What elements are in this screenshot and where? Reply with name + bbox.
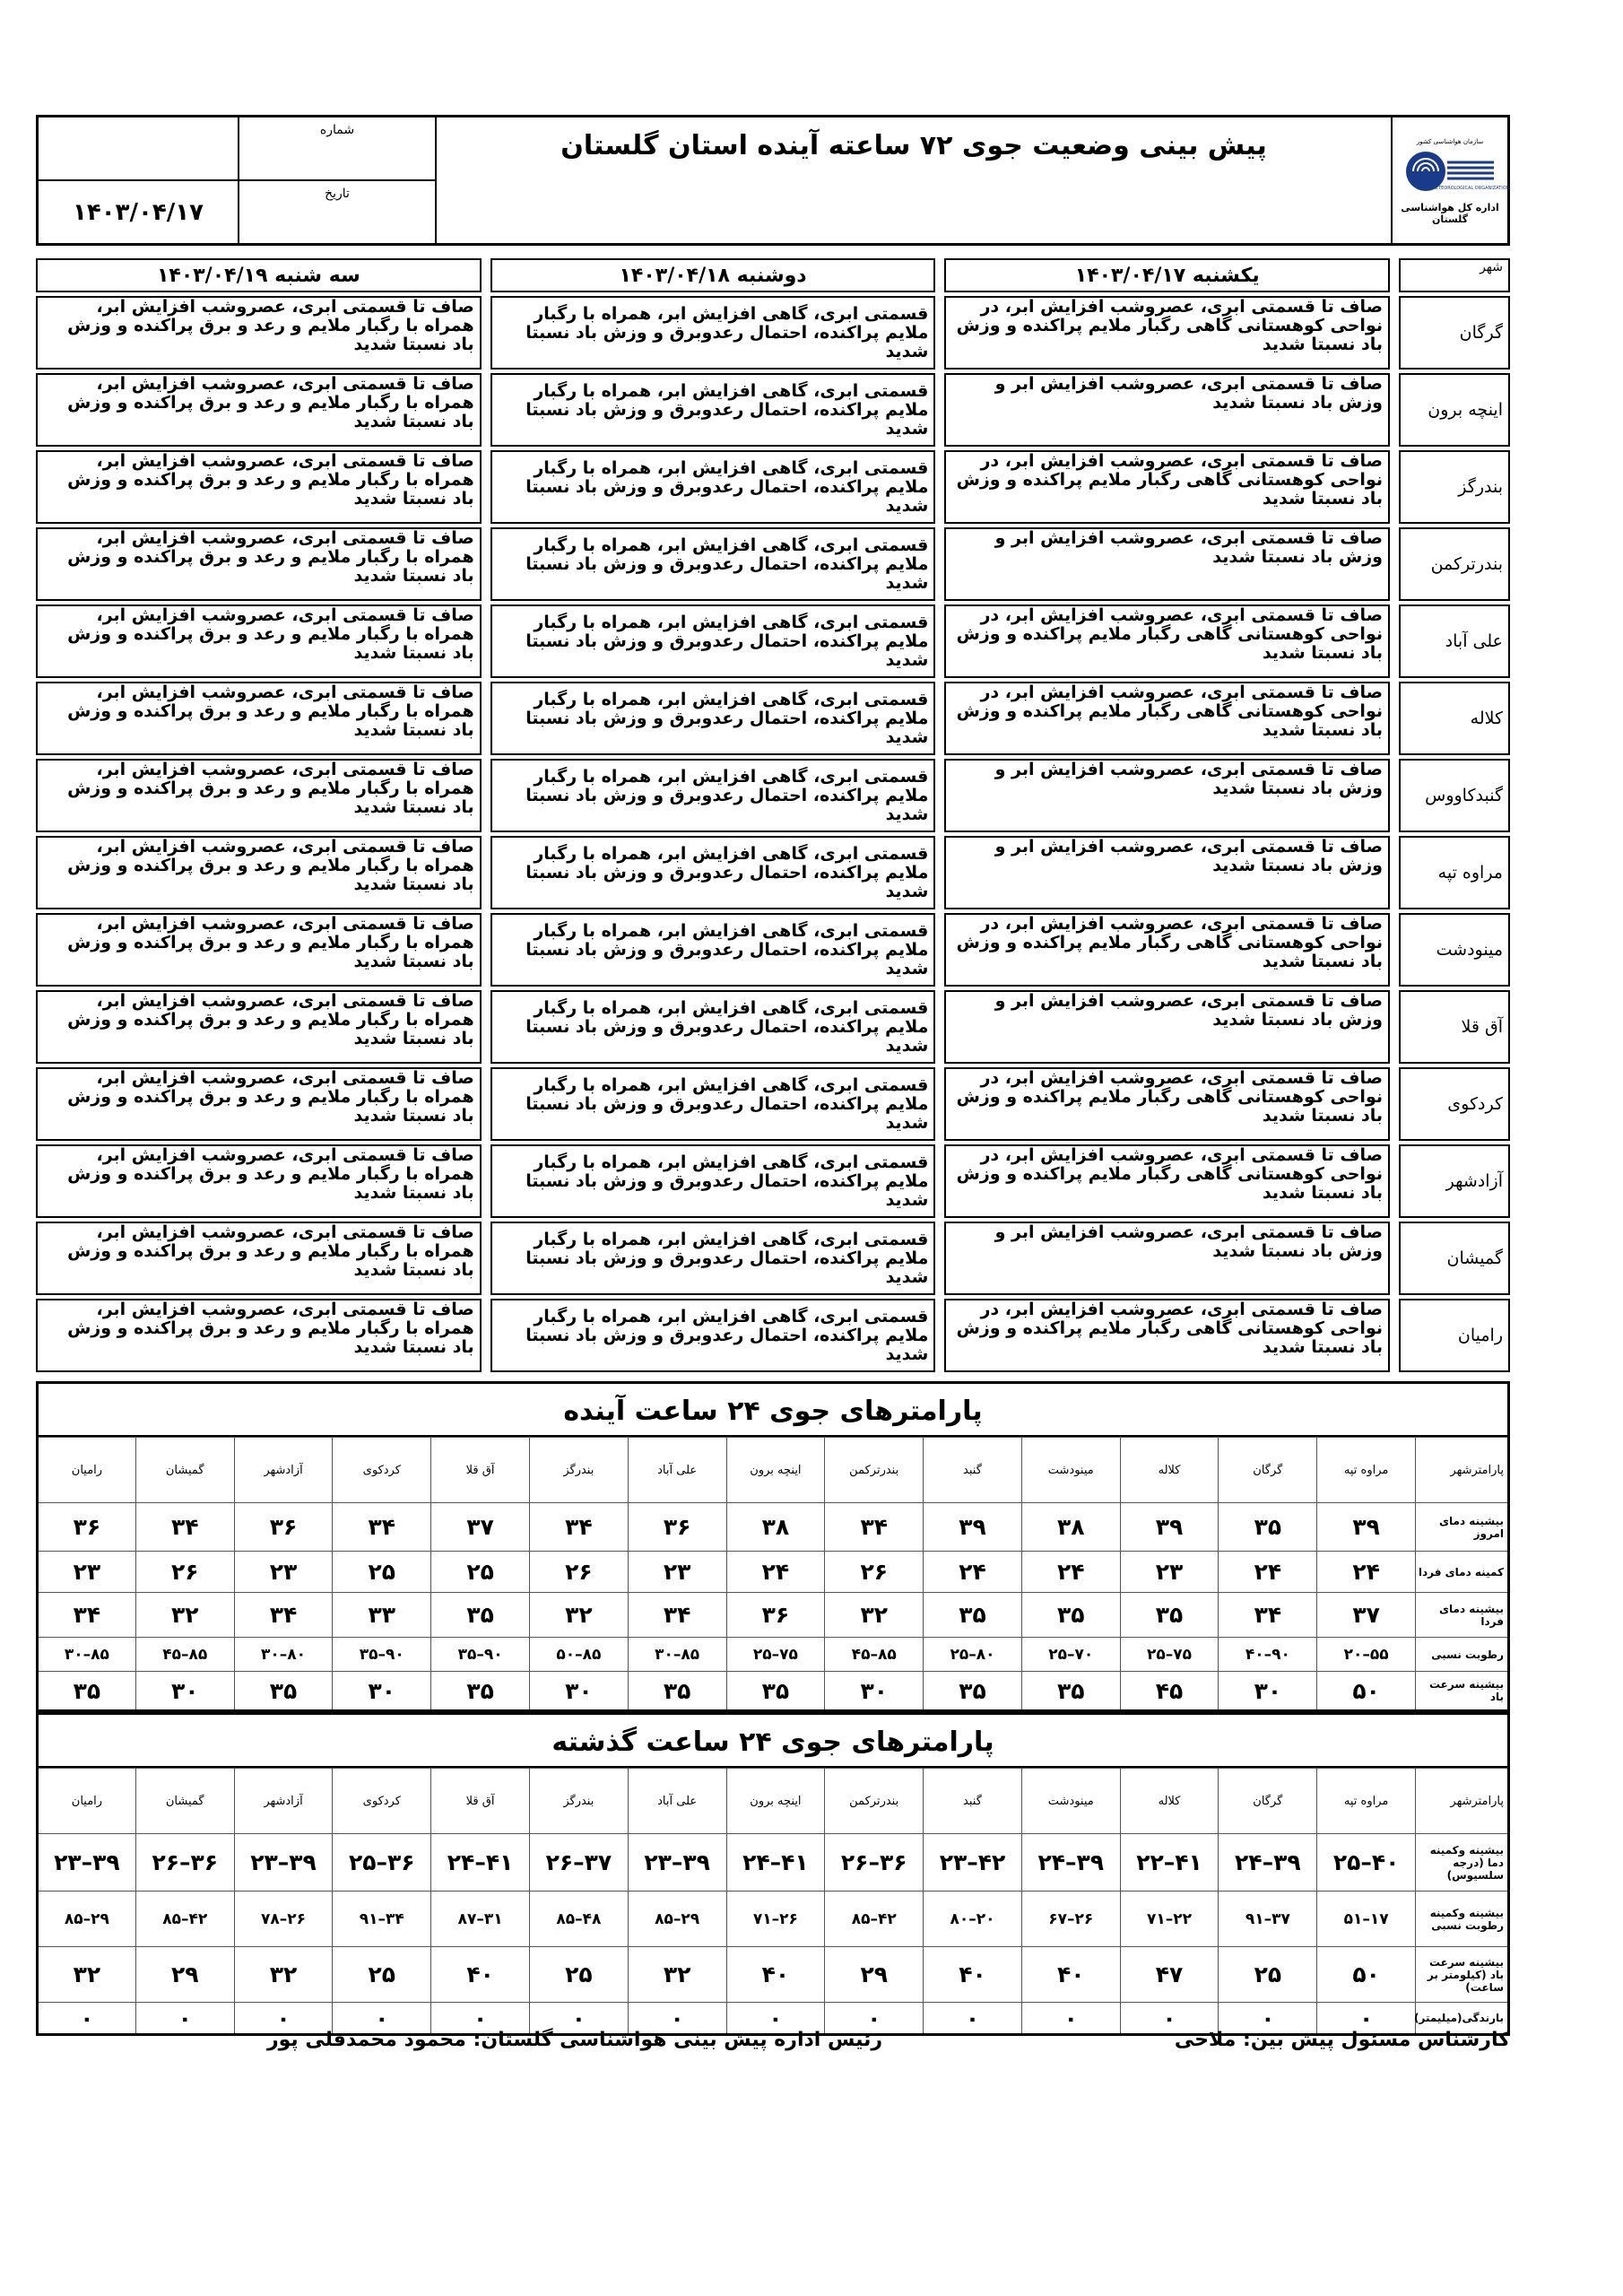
param-header-row (38, 1438, 1509, 1503)
logo-caption: اداره کل هواشناسی گلستان (1401, 202, 1499, 225)
param-city-header: بندرترکمن (825, 1438, 924, 1503)
param-value: ۳۵ (924, 1593, 1022, 1638)
param-value: ۴۱–۲۴ (431, 1834, 530, 1892)
param-city-header: کردکوی (333, 1438, 431, 1503)
param-value: ۲۹–۸۵ (38, 1892, 136, 1947)
param-value: ۲۶ (825, 1552, 924, 1593)
param-value: ۲۹ (825, 1947, 924, 2003)
param-row (38, 1593, 1509, 1638)
forecast-cell-d1: صاف تا قسمتی ابری، عصروشب افزایش ابر و وزش باد نسبتا شدید (944, 527, 1390, 601)
param-value: ۳۲ (234, 1947, 333, 2003)
param-value: ۴۰–۲۵ (1317, 1834, 1416, 1892)
param-value: ۳۶–۲۵ (333, 1834, 431, 1892)
param-value: ۹۰–۳۵ (431, 1638, 530, 1672)
forecast-row (36, 682, 1510, 755)
param-value: ۲۴ (1021, 1552, 1120, 1593)
param-value: ۲۴ (1219, 1552, 1317, 1593)
param-value: ۳۵ (431, 1593, 530, 1638)
param-value: ۲۶–۶۷ (1021, 1892, 1120, 1947)
param-value: ۳۵ (924, 1672, 1022, 1711)
forecast-cell-d1: صاف تا قسمتی ابری، عصروشب افزایش ابر و وزش باد نسبتا شدید (944, 373, 1390, 447)
forecast-row (36, 373, 1510, 447)
param-value: ۲۵ (529, 1947, 628, 2003)
param-value: ۷۰–۲۵ (1021, 1638, 1120, 1672)
forecast-row (36, 1222, 1510, 1295)
city-name: بندرترکمن (1399, 527, 1510, 601)
forecast-cell-d1: صاف تا قسمتی ابری، عصروشب افزایش ابر، در نواحی کوهستانی گاهی رگبار ملایم پراکنده و وزش باد نسبتا شدید (944, 296, 1390, 370)
param-value: ۲۶–۷۸ (234, 1892, 333, 1947)
param-value: ۳۵ (1120, 1593, 1219, 1638)
forecast-cell-d1: صاف تا قسمتی ابری، عصروشب افزایش ابر و وزش باد نسبتا شدید (944, 836, 1390, 909)
param-value: ۳۶ (38, 1503, 136, 1552)
param-city-header: آق قلا (431, 1438, 530, 1503)
param-value: ۳۳ (333, 1593, 431, 1638)
param-value: ۰ (333, 2003, 431, 2035)
city-name: مینودشت (1399, 913, 1510, 987)
forecast-cell-d1: صاف تا قسمتی ابری، عصروشب افزایش ابر و وزش باد نسبتا شدید (944, 1222, 1390, 1295)
param-value: ۳۲ (38, 1947, 136, 2003)
param-value: ۳۹ (924, 1503, 1022, 1552)
forecast-cell-d1: صاف تا قسمتی ابری، عصروشب افزایش ابر، در نواحی کوهستانی گاهی رگبار ملایم پراکنده و وزش باد نسبتا شدید (944, 682, 1390, 755)
param-value: ۴۸–۸۵ (529, 1892, 628, 1947)
city-name: آزادشهر (1399, 1144, 1510, 1218)
param-city-header: بندرگز (529, 1438, 628, 1503)
param-row (38, 1672, 1509, 1711)
param-city-header: آزادشهر (234, 1438, 333, 1503)
param-value: ۳۴ (825, 1503, 924, 1552)
param-value: ۳۶ (628, 1503, 726, 1552)
date-value: ۱۴۰۳/۰۴/۱۷ (73, 198, 204, 226)
param-value: ۰ (234, 2003, 333, 2035)
forecast-cell-d2: قسمتی ابری، گاهی افزایش ابر، همراه با رگبار ملایم پراکنده، احتمال رعدوبرق و وزش باد نسبتا شدید (490, 1067, 936, 1141)
forecast-cell-d3: صاف تا قسمتی ابری، عصروشب افزایش ابر، همراه با رگبار ملایم و رعد و برق پراکنده و وزش باد نسبتا شدید (36, 990, 482, 1064)
param-value: ۲۴ (726, 1552, 825, 1593)
page-title: پیش بینی وضعیت جوی ۷۲ ساعته آینده استان گلستان (560, 130, 1267, 161)
param-value: ۳۷–۲۶ (529, 1834, 628, 1892)
param-city-header: گنبد (924, 1769, 1022, 1834)
param-value: ۳۵ (628, 1672, 726, 1711)
param-city-header: گرگان (1219, 1438, 1317, 1503)
forecast-row (36, 527, 1510, 601)
param-city-header: رامیان (38, 1769, 136, 1834)
param-label: بارندگی(میلیمتر) (1416, 2003, 1509, 2035)
forecast-cell-d2: قسمتی ابری، گاهی افزایش ابر، همراه با رگبار ملایم پراکنده، احتمال رعدوبرق و وزش باد نسبتا شدید (490, 450, 936, 524)
param-value: ۷۵–۲۵ (1120, 1638, 1219, 1672)
param-value: ۸۵–۴۵ (825, 1638, 924, 1672)
city-name: مراوه تپه (1399, 836, 1510, 909)
param-value: ۳۴ (333, 1503, 431, 1552)
param-value: ۳۰ (333, 1672, 431, 1711)
param-corner-label: پارامترشهر (1416, 1769, 1509, 1834)
forecast-cell-d2: قسمتی ابری، گاهی افزایش ابر، همراه با رگبار ملایم پراکنده، احتمال رعدوبرق و وزش باد نسبتا شدید (490, 682, 936, 755)
param-city-header: اینچه برون (726, 1438, 825, 1503)
param-value: ۰ (628, 2003, 726, 2035)
param-value: ۴۰ (431, 1947, 530, 2003)
param-value: ۲۳ (1120, 1552, 1219, 1593)
param-value: ۳۹–۲۳ (38, 1834, 136, 1892)
forecast-cell-d2: قسمتی ابری، گاهی افزایش ابر، همراه با رگبار ملایم پراکنده، احتمال رعدوبرق و وزش باد نسبتا شدید (490, 1299, 936, 1372)
number-row (39, 117, 435, 181)
param-value: ۳۴ (38, 1593, 136, 1638)
forecast-cell-d1: صاف تا قسمتی ابری، عصروشب افزایش ابر، در نواحی کوهستانی گاهی رگبار ملایم پراکنده و وزش باد نسبتا شدید (944, 450, 1390, 524)
city-name: کردکوی (1399, 1067, 1510, 1141)
forecast-cell-d2: قسمتی ابری، گاهی افزایش ابر، همراه با رگبار ملایم پراکنده، احتمال رعدوبرق و وزش باد نسبتا شدید (490, 990, 936, 1064)
param-value: ۹۰–۴۰ (1219, 1638, 1317, 1672)
param-value: ۳۹–۲۳ (234, 1834, 333, 1892)
param-corner-label: پارامترشهر (1416, 1438, 1509, 1503)
param-value: ۳۴ (628, 1593, 726, 1638)
svg-text:سازمان هواشناسی کشور: سازمان هواشناسی کشور (1416, 138, 1484, 145)
forecast-cell-d1: صاف تا قسمتی ابری، عصروشب افزایش ابر، در نواحی کوهستانی گاهی رگبار ملایم پراکنده و وزش باد نسبتا شدید (944, 1067, 1390, 1141)
param-value: ۸۵–۵۰ (529, 1638, 628, 1672)
day-header-2: دوشنبه ۱۴۰۳/۰۴/۱۸ (490, 258, 936, 292)
city-column-header: شهر (1399, 258, 1510, 292)
forecast-row (36, 1299, 1510, 1372)
forecaster-name: کارشناس مسئول پیش بین: ملاحی (1174, 2029, 1510, 2051)
forecast-cell-d2: قسمتی ابری، گاهی افزایش ابر، همراه با رگبار ملایم پراکنده، احتمال رعدوبرق و وزش باد نسبتا شدید (490, 296, 936, 370)
forecast-cell-d1: صاف تا قسمتی ابری، عصروشب افزایش ابر، در نواحی کوهستانی گاهی رگبار ملایم پراکنده و وزش باد نسبتا شدید (944, 1144, 1390, 1218)
city-name: علی آباد (1399, 604, 1510, 678)
svg-text:METEOROLOGICAL ORGANIZATION: METEOROLOGICAL ORGANIZATION (1431, 186, 1510, 191)
document-header (36, 115, 1510, 246)
forecast-cell-d2: قسمتی ابری، گاهی افزایش ابر، همراه با رگبار ملایم پراکنده، احتمال رعدوبرق و وزش باد نسبتا شدید (490, 527, 936, 601)
param-value: ۴۰ (726, 1947, 825, 2003)
param-value: ۳۹–۲۴ (1219, 1834, 1317, 1892)
param-value: ۹۰–۳۵ (333, 1638, 431, 1672)
forecast-cell-d3: صاف تا قسمتی ابری، عصروشب افزایش ابر، همراه با رگبار ملایم و رعد و برق پراکنده و وزش باد نسبتا شدید (36, 1067, 482, 1141)
param-value: ۳۴–۹۱ (333, 1892, 431, 1947)
param-value: ۲۴ (1317, 1552, 1416, 1593)
param-label: رطوبت نسبی (1416, 1638, 1509, 1672)
forecast-cell-d3: صاف تا قسمتی ابری، عصروشب افزایش ابر، همراه با رگبار ملایم و رعد و برق پراکنده و وزش باد نسبتا شدید (36, 1144, 482, 1218)
param-value: ۴۲–۲۳ (924, 1834, 1022, 1892)
param-row (38, 1552, 1509, 1593)
param-value: ۵۰ (1317, 1947, 1416, 2003)
param-value: ۳۴ (1219, 1593, 1317, 1638)
param-value: ۳۷–۹۱ (1219, 1892, 1317, 1947)
param-label: بیشینه وکمینه دما (درجه سلسیوس) (1416, 1834, 1509, 1892)
forecast-cell-d1: صاف تا قسمتی ابری، عصروشب افزایش ابر و وزش باد نسبتا شدید (944, 759, 1390, 832)
param-value: ۳۵ (431, 1672, 530, 1711)
forecast-table (27, 255, 1519, 1376)
param-label: بیشینه دمای فردا (1416, 1593, 1509, 1638)
param-value: ۲۵ (333, 1552, 431, 1593)
city-name: گنبدکاووس (1399, 759, 1510, 832)
param-value: ۳۴ (529, 1503, 628, 1552)
param-value: ۳۶–۲۶ (135, 1834, 234, 1892)
param-value: ۱۷–۵۱ (1317, 1892, 1416, 1947)
param-row (38, 1947, 1509, 2003)
city-name: اینچه برون (1399, 373, 1510, 447)
forecast-cell-d2: قسمتی ابری، گاهی افزایش ابر، همراه با رگبار ملایم پراکنده، احتمال رعدوبرق و وزش باد نسبتا شدید (490, 836, 936, 909)
forecast-cell-d2: قسمتی ابری، گاهی افزایش ابر، همراه با رگبار ملایم پراکنده، احتمال رعدوبرق و وزش باد نسبتا شدید (490, 1222, 936, 1295)
param-value: ۴۱–۲۲ (1120, 1834, 1219, 1892)
param-value: ۰ (529, 2003, 628, 2035)
forecast-cell-d1: صاف تا قسمتی ابری، عصروشب افزایش ابر، در نواحی کوهستانی گاهی رگبار ملایم پراکنده و وزش باد نسبتا شدید (944, 604, 1390, 678)
header-meta (39, 117, 437, 243)
forecast-cell-d3: صاف تا قسمتی ابری، عصروشب افزایش ابر، همراه با رگبار ملایم و رعد و برق پراکنده و وزش باد نسبتا شدید (36, 450, 482, 524)
param-value: ۲۳ (628, 1552, 726, 1593)
forecast-cell-d3: صاف تا قسمتی ابری، عصروشب افزایش ابر، همراه با رگبار ملایم و رعد و برق پراکنده و وزش باد نسبتا شدید (36, 913, 482, 987)
param-value: ۲۶ (135, 1552, 234, 1593)
param-value: ۲۲–۷۱ (1120, 1892, 1219, 1947)
param-value: ۴۲–۸۵ (825, 1892, 924, 1947)
param-value: ۳۴ (135, 1503, 234, 1552)
param-value: ۳۰ (825, 1672, 924, 1711)
city-name: آق قلا (1399, 990, 1510, 1064)
param-city-header: رامیان (38, 1438, 136, 1503)
day-header-1: یکشنبه ۱۴۰۳/۰۴/۱۷ (944, 258, 1390, 292)
city-name: رامیان (1399, 1299, 1510, 1372)
forecast-cell-d3: صاف تا قسمتی ابری، عصروشب افزایش ابر، همراه با رگبار ملایم و رعد و برق پراکنده و وزش باد نسبتا شدید (36, 527, 482, 601)
param-value: ۴۰ (924, 1947, 1022, 2003)
param-value: ۷۵–۲۵ (726, 1638, 825, 1672)
param-city-header: گرگان (1219, 1769, 1317, 1834)
param-value: ۸۵–۴۵ (135, 1638, 234, 1672)
city-name: گمیشان (1399, 1222, 1510, 1295)
param-label: بیشینه دمای امروز (1416, 1503, 1509, 1552)
forecast-cell-d3: صاف تا قسمتی ابری، عصروشب افزایش ابر، همراه با رگبار ملایم و رعد و برق پراکنده و وزش باد نسبتا شدید (36, 1299, 482, 1372)
param-city-header: کلاله (1120, 1769, 1219, 1834)
param-value: ۰ (825, 2003, 924, 2035)
param-value: ۲۵ (333, 1947, 431, 2003)
forecast-cell-d3: صاف تا قسمتی ابری، عصروشب افزایش ابر، همراه با رگبار ملایم و رعد و برق پراکنده و وزش باد نسبتا شدید (36, 836, 482, 909)
param-value: ۳۵ (1021, 1672, 1120, 1711)
forecast-row (36, 913, 1510, 987)
param-value: ۰ (1219, 2003, 1317, 2035)
param-value: ۵۵–۲۰ (1317, 1638, 1416, 1672)
param-value: ۳۰ (1219, 1672, 1317, 1711)
param-value: ۸۰–۳۰ (234, 1638, 333, 1672)
param-value: ۳۲ (135, 1593, 234, 1638)
forecast-cell-d2: قسمتی ابری، گاهی افزایش ابر، همراه با رگبار ملایم پراکنده، احتمال رعدوبرق و وزش باد نسبتا شدید (490, 913, 936, 987)
param-value: ۰ (1120, 2003, 1219, 2035)
date-row (39, 181, 435, 243)
param-value: ۰ (924, 2003, 1022, 2035)
forecast-cell-d3: صاف تا قسمتی ابری، عصروشب افزایش ابر، همراه با رگبار ملایم و رعد و برق پراکنده و وزش باد نسبتا شدید (36, 604, 482, 678)
param-row (38, 1638, 1509, 1672)
param-label: کمینه دمای فردا (1416, 1552, 1509, 1593)
forecast-cell-d1: صاف تا قسمتی ابری، عصروشب افزایش ابر و وزش باد نسبتا شدید (944, 990, 1390, 1064)
param-value: ۲۶ (529, 1552, 628, 1593)
forecast-cell-d1: صاف تا قسمتی ابری، عصروشب افزایش ابر، در نواحی کوهستانی گاهی رگبار ملایم پراکنده و وزش باد نسبتا شدید (944, 913, 1390, 987)
param-value: ۰ (38, 2003, 136, 2035)
forecast-row (36, 759, 1510, 832)
param-value: ۳۹–۲۴ (1021, 1834, 1120, 1892)
forecast-row (36, 1067, 1510, 1141)
param-city-header: علی آباد (628, 1438, 726, 1503)
forecast-row (36, 450, 1510, 524)
param-value: ۲۵ (431, 1552, 530, 1593)
past24-title: پارامترهای جوی ۲۴ ساعت گذشته (36, 1712, 1510, 1768)
param-value: ۸۰–۲۵ (924, 1638, 1022, 1672)
param-value: ۳۲ (529, 1593, 628, 1638)
param-city-header: مراوه تپه (1317, 1769, 1416, 1834)
param-city-header: گنبد (924, 1438, 1022, 1503)
param-city-header: گمیشان (135, 1769, 234, 1834)
param-value: ۰ (135, 2003, 234, 2035)
param-value: ۳۲ (825, 1593, 924, 1638)
city-name: کلاله (1399, 682, 1510, 755)
param-value: ۳۶–۲۶ (825, 1834, 924, 1892)
param-value: ۳۵ (1021, 1593, 1120, 1638)
param-city-header: علی آباد (628, 1769, 726, 1834)
param-value: ۲۹ (135, 1947, 234, 2003)
param-value: ۳۴ (234, 1593, 333, 1638)
forecast-row (36, 836, 1510, 909)
param-value: ۲۵ (1219, 1947, 1317, 2003)
forecast-cell-d3: صاف تا قسمتی ابری، عصروشب افزایش ابر، همراه با رگبار ملایم و رعد و برق پراکنده و وزش باد نسبتا شدید (36, 759, 482, 832)
param-value: ۳۱–۸۷ (431, 1892, 530, 1947)
param-value: ۳۲ (628, 1947, 726, 2003)
date-label: تاریخ (238, 181, 435, 243)
past24-table (36, 1768, 1510, 2036)
param-value: ۲۹–۸۵ (628, 1892, 726, 1947)
param-city-header: اینچه برون (726, 1769, 825, 1834)
forecast-cell-d2: قسمتی ابری، گاهی افزایش ابر، همراه با رگبار ملایم پراکنده، احتمال رعدوبرق و وزش باد نسبتا شدید (490, 759, 936, 832)
param-value: ۰ (431, 2003, 530, 2035)
param-value: ۴۷ (1120, 1947, 1219, 2003)
param-value: ۳۹–۲۳ (628, 1834, 726, 1892)
forecast-header-row (36, 258, 1510, 292)
param-city-header: مینودشت (1021, 1438, 1120, 1503)
param-city-header: کردکوی (333, 1769, 431, 1834)
param-city-header: بندرترکمن (825, 1769, 924, 1834)
forecast-row (36, 1144, 1510, 1218)
param-value: ۳۸ (726, 1503, 825, 1552)
next24-table (36, 1437, 1510, 1712)
forecast-cell-d3: صاف تا قسمتی ابری، عصروشب افزایش ابر، همراه با رگبار ملایم و رعد و برق پراکنده و وزش باد نسبتا شدید (36, 1222, 482, 1295)
param-value: ۳۰ (135, 1672, 234, 1711)
param-value: ۲۳ (38, 1552, 136, 1593)
param-value: ۳۷ (1317, 1593, 1416, 1638)
number-value (39, 117, 238, 179)
forecast-cell-d3: صاف تا قسمتی ابری، عصروشب افزایش ابر، همراه با رگبار ملایم و رعد و برق پراکنده و وزش باد نسبتا شدید (36, 373, 482, 447)
param-city-header: مراوه تپه (1317, 1438, 1416, 1503)
day-header-3: سه شنبه ۱۴۰۳/۰۴/۱۹ (36, 258, 482, 292)
param-label: بیشینه سرعت باد (کیلومتر بر ساعت) (1416, 1947, 1509, 2003)
city-name: گرگان (1399, 296, 1510, 370)
param-value: ۴۱–۲۴ (726, 1834, 825, 1892)
param-header-row (38, 1769, 1509, 1834)
param-city-header: گمیشان (135, 1438, 234, 1503)
param-label: بیشینه وکمینه رطوبت نسبی (1416, 1892, 1509, 1947)
forecast-cell-d2: قسمتی ابری، گاهی افزایش ابر، همراه با رگبار ملایم پراکنده، احتمال رعدوبرق و وزش باد نسبتا شدید (490, 604, 936, 678)
param-value: ۳۶ (726, 1593, 825, 1638)
param-city-header: مینودشت (1021, 1769, 1120, 1834)
param-value: ۳۹ (1120, 1503, 1219, 1552)
forecast-cell-d3: صاف تا قسمتی ابری، عصروشب افزایش ابر، همراه با رگبار ملایم و رعد و برق پراکنده و وزش باد نسبتا شدید (36, 682, 482, 755)
param-value: ۳۷ (431, 1503, 530, 1552)
param-value: ۳۵ (726, 1672, 825, 1711)
forecast-cell-d2: قسمتی ابری، گاهی افزایش ابر، همراه با رگبار ملایم پراکنده، احتمال رعدوبرق و وزش باد نسبتا شدید (490, 1144, 936, 1218)
department-head-name: رئیس اداره پیش بینی هواشناسی گلستان: محمود محمدقلی پور (266, 2029, 882, 2051)
meteorological-organization-logo-icon (1401, 135, 1510, 198)
param-value: ۸۵–۳۰ (38, 1638, 136, 1672)
city-name: بندرگز (1399, 450, 1510, 524)
param-row (38, 1892, 1509, 1947)
param-city-header: بندرگز (529, 1769, 628, 1834)
param-value: ۴۰ (1021, 1947, 1120, 2003)
forecast-row (36, 990, 1510, 1064)
param-value: ۳۵ (1219, 1503, 1317, 1552)
param-value: ۳۵ (234, 1672, 333, 1711)
param-label: بیشینه سرعت باد (1416, 1672, 1509, 1711)
param-value: ۲۳ (234, 1552, 333, 1593)
forecast-row (36, 296, 1510, 370)
forecast-row (36, 604, 1510, 678)
param-value: ۴۲–۸۵ (135, 1892, 234, 1947)
param-value: ۵۰ (1317, 1672, 1416, 1711)
param-city-header: آق قلا (431, 1769, 530, 1834)
param-value: ۳۸ (1021, 1503, 1120, 1552)
forecast-cell-d3: صاف تا قسمتی ابری، عصروشب افزایش ابر، همراه با رگبار ملایم و رعد و برق پراکنده و وزش باد نسبتا شدید (36, 296, 482, 370)
forecast-cell-d1: صاف تا قسمتی ابری، عصروشب افزایش ابر، در نواحی کوهستانی گاهی رگبار ملایم پراکنده و وزش باد نسبتا شدید (944, 1299, 1390, 1372)
param-value: ۰ (726, 2003, 825, 2035)
param-value: ۳۵ (38, 1672, 136, 1711)
next24-title: پارامترهای جوی ۲۴ ساعت آینده (36, 1381, 1510, 1437)
param-city-header: کلاله (1120, 1438, 1219, 1503)
forecast-cell-d2: قسمتی ابری، گاهی افزایش ابر، همراه با رگبار ملایم پراکنده، احتمال رعدوبرق و وزش باد نسبتا شدید (490, 373, 936, 447)
param-row (38, 1834, 1509, 1892)
param-value: ۴۵ (1120, 1672, 1219, 1711)
param-value: ۰ (1317, 2003, 1416, 2035)
param-value: ۲۴ (924, 1552, 1022, 1593)
param-city-header: آزادشهر (234, 1769, 333, 1834)
param-value: ۲۰–۸۰ (924, 1892, 1022, 1947)
param-value: ۳۹ (1317, 1503, 1416, 1552)
param-value: ۰ (1021, 2003, 1120, 2035)
param-value: ۲۶–۷۱ (726, 1892, 825, 1947)
number-label: شماره (238, 117, 435, 179)
param-row (38, 1503, 1509, 1552)
param-value: ۸۵–۳۰ (628, 1638, 726, 1672)
organization-logo (1391, 117, 1510, 243)
param-value: ۳۶ (234, 1503, 333, 1552)
param-value: ۳۰ (529, 1672, 628, 1711)
